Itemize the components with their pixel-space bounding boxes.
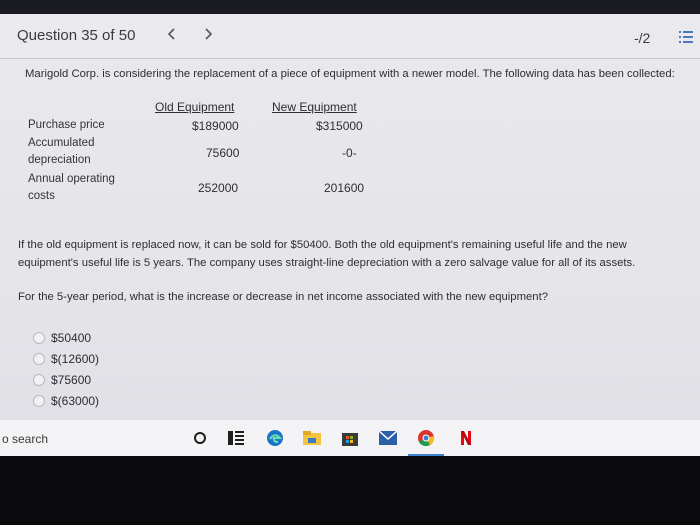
radio-button[interactable] (33, 353, 45, 365)
task-view-icon (228, 431, 244, 445)
file-explorer-button[interactable] (302, 428, 322, 448)
store-icon (341, 429, 359, 447)
windows-taskbar (0, 420, 700, 456)
radio-button[interactable] (33, 395, 45, 407)
paragraph-line: If the old equipment is replaced now, it can be sold for $50400. Both the old equipment's remaining useful life and the new (18, 239, 627, 251)
mail-button[interactable] (378, 428, 398, 448)
option-label: $(12600) (51, 352, 100, 366)
next-question-button[interactable] (203, 27, 213, 43)
mail-icon (379, 431, 397, 445)
edge-taskbar-button[interactable] (265, 428, 285, 448)
cell-new-purchase-price: $315000 (316, 119, 363, 133)
netflix-icon (461, 431, 471, 445)
radio-button[interactable] (33, 332, 45, 344)
row-label-annual-operating-costs (28, 171, 115, 205)
paragraph-line: equipment's useful life is 5 years. The company uses straight-line depreciation with a zero salvage value for all of its assets. (18, 257, 636, 269)
option-label: $50400 (51, 331, 92, 345)
edge-icon (266, 429, 284, 447)
chrome-icon (417, 429, 435, 447)
answer-option-1[interactable] (33, 331, 91, 345)
column-header-old: Old Equipment (155, 100, 235, 114)
row-label-line: depreciation (28, 154, 91, 166)
bottom-bezel (0, 456, 700, 525)
cell-new-accumulated-depreciation: -0- (342, 146, 357, 160)
option-label: $75600 (51, 373, 92, 387)
store-button[interactable] (340, 428, 360, 448)
option-label: $(63000) (51, 394, 100, 408)
chrome-button[interactable] (416, 428, 436, 448)
problem-details (18, 236, 688, 272)
answer-option-4[interactable] (33, 394, 99, 408)
answer-option-3[interactable] (33, 373, 91, 387)
cell-new-annual-operating-costs: 201600 (324, 181, 365, 195)
question-score: -/2 (634, 30, 651, 46)
list-menu-icon (679, 31, 693, 43)
problem-intro: Marigold Corp. is considering the replacement of a piece of equipment with a newer model. The following data has been collected: (25, 68, 675, 80)
search-circle-icon (193, 431, 207, 445)
column-header-new: New Equipment (272, 100, 357, 114)
answer-option-2[interactable] (33, 352, 99, 366)
chevron-right-icon (203, 28, 213, 40)
question-counter: Question 35 of 50 (17, 27, 136, 44)
top-bezel (0, 0, 700, 14)
cell-old-purchase-price: $189000 (192, 119, 239, 133)
previous-question-button[interactable] (167, 27, 177, 43)
row-label-accumulated-depreciation (28, 135, 94, 169)
chevron-left-icon (167, 28, 177, 40)
task-view-button[interactable] (226, 428, 246, 448)
cortana-button[interactable] (190, 428, 210, 448)
cell-old-annual-operating-costs: 252000 (198, 181, 239, 195)
row-label-line: Annual operating (28, 173, 115, 185)
cell-old-accumulated-depreciation: 75600 (206, 146, 240, 160)
netflix-button[interactable] (456, 428, 476, 448)
row-label-line: costs (28, 190, 55, 202)
question-list-button[interactable] (679, 30, 693, 48)
taskbar-search-box[interactable]: o search (2, 432, 49, 446)
question-header (0, 14, 700, 59)
radio-button[interactable] (33, 374, 45, 386)
row-label-line: Accumulated (28, 137, 95, 149)
row-label-purchase-price: Purchase price (28, 119, 105, 131)
question-prompt: For the 5-year period, what is the increase or decrease in net income associated with the new equipment? (18, 291, 548, 303)
file-explorer-icon (303, 430, 321, 446)
quiz-screen (0, 14, 700, 420)
